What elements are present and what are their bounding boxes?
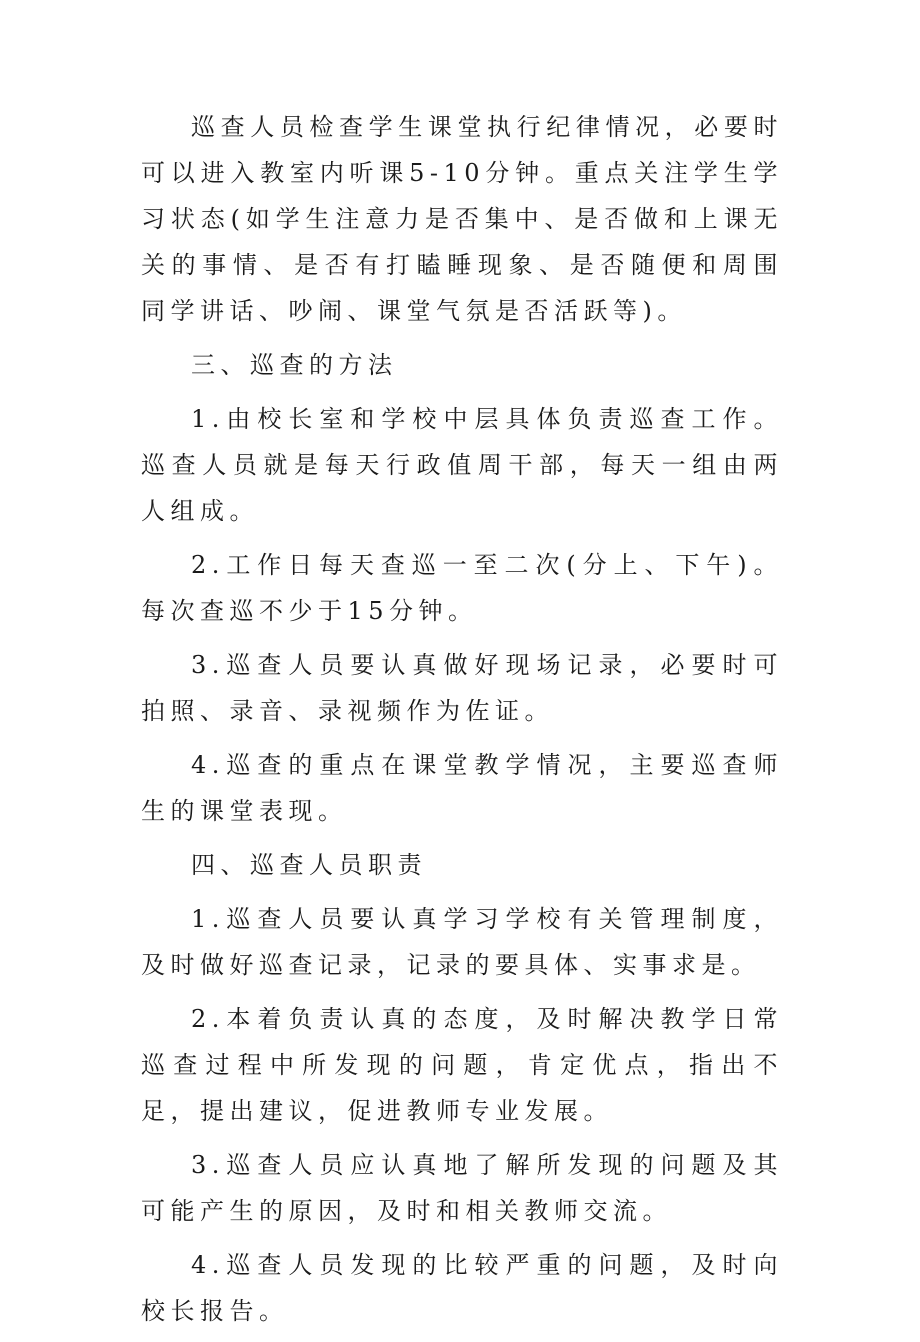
- paragraph-method-4: 4.巡查的重点在课堂教学情况，主要巡查师生的课堂表现。: [141, 751, 783, 825]
- section-heading-methods: 三、巡查的方法: [191, 351, 398, 379]
- document-body: [141, 104, 783, 1342]
- paragraph-method-3: 3.巡查人员要认真做好现场记录，必要时可拍照、录音、录视频作为佐证。: [141, 651, 783, 725]
- paragraph-duty-4: 4.巡查人员发现的比较严重的问题，及时向校长报告。: [141, 1251, 783, 1325]
- paragraph-duty-3: 3.巡查人员应认真地了解所发现的问题及其可能产生的原因，及时和相关教师交流。: [141, 1151, 783, 1225]
- paragraph-duty-2: 2.本着负责认真的态度，及时解决教学日常巡查过程中所发现的问题，肯定优点，指出不足，提出建议，促进教师专业发展。: [141, 1005, 783, 1125]
- paragraph-duty-1: 1.巡查人员要认真学习学校有关管理制度，及时做好巡查记录，记录的要具体、实事求是。: [141, 905, 783, 979]
- paragraph-inspection-discipline: 巡查人员检查学生课堂执行纪律情况，必要时可以进入教室内听课5-10分钟。重点关注学生学习状态(如学生注意力是否集中、是否做和上课无关的事情、是否有打瞌睡现象、是否随便和周围同学讲话、吵闹、课堂气氛是否活跃等)。: [141, 113, 783, 325]
- section-heading-duties: 四、巡查人员职责: [191, 851, 427, 879]
- paragraph-method-1: 1.由校长室和学校中层具体负责巡查工作。巡查人员就是每天行政值周干部，每天一组由两人组成。: [141, 405, 783, 525]
- paragraph-method-2: 2.工作日每天查巡一至二次(分上、下午)。每次查巡不少于15分钟。: [141, 551, 783, 625]
